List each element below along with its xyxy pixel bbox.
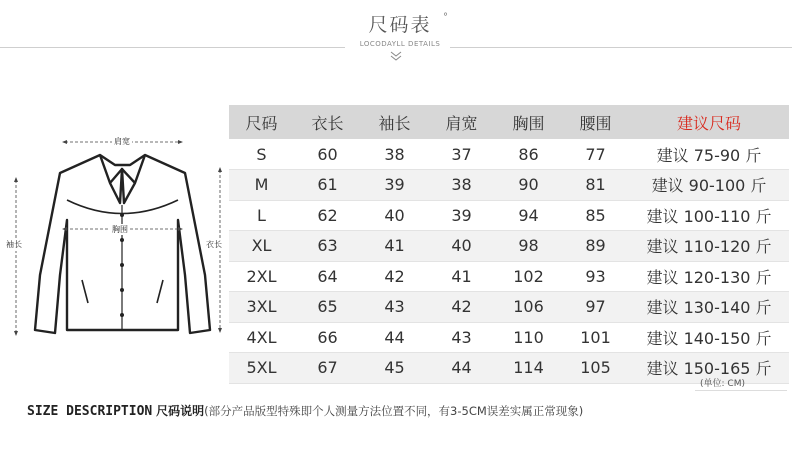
col-header-sleeve: 袖长 — [378, 113, 411, 133]
cell-recommend: 建议 140-150 斤 — [629, 322, 789, 353]
cell-size: S — [229, 139, 294, 170]
table-row — [229, 170, 789, 201]
page-title — [350, 10, 450, 37]
cell-chest: 102 — [495, 261, 562, 292]
cell-waist: 77 — [562, 139, 629, 170]
label-sleeve: 袖长 — [6, 240, 22, 249]
col-header-size: 尺码 — [245, 113, 278, 133]
cell-waist: 93 — [562, 261, 629, 292]
description-title-en: SIZE DESCRIPTION — [27, 404, 153, 419]
label-chest: 胸围 — [112, 225, 128, 234]
cell-shoulder: 38 — [428, 170, 495, 201]
cell-chest: 90 — [495, 170, 562, 201]
cell-waist: 89 — [562, 231, 629, 262]
cell-size: 2XL — [229, 261, 294, 292]
cell-length: 60 — [294, 139, 361, 170]
cell-waist: 105 — [562, 353, 629, 384]
cell-size: 3XL — [229, 292, 294, 323]
cell-shoulder: 37 — [428, 139, 495, 170]
table-row — [229, 200, 789, 231]
cell-sleeve: 41 — [361, 231, 428, 262]
col-header-waist: 腰围 — [579, 113, 612, 133]
cell-size: 4XL — [229, 322, 294, 353]
cell-size: L — [229, 200, 294, 231]
cell-shoulder: 40 — [428, 231, 495, 262]
col-header-recommend: 建议尺码 — [676, 113, 741, 133]
cell-chest: 106 — [495, 292, 562, 323]
table-row — [229, 139, 789, 170]
cell-recommend: 建议 130-140 斤 — [629, 292, 789, 323]
cell-shoulder: 44 — [428, 353, 495, 384]
table-header-row — [229, 105, 789, 139]
size-description — [27, 402, 583, 419]
cell-chest: 86 — [495, 139, 562, 170]
jacket-outline-icon — [0, 125, 240, 355]
cell-sleeve: 39 — [361, 170, 428, 201]
cell-length: 62 — [294, 200, 361, 231]
cell-size: M — [229, 170, 294, 201]
cell-chest: 94 — [495, 200, 562, 231]
cell-length: 63 — [294, 231, 361, 262]
cell-sleeve: 38 — [361, 139, 428, 170]
cell-sleeve: 42 — [361, 261, 428, 292]
cell-waist: 85 — [562, 200, 629, 231]
cell-recommend: 建议 110-120 斤 — [629, 231, 789, 262]
cell-size: XL — [229, 231, 294, 262]
cell-chest: 110 — [495, 322, 562, 353]
header-line-right — [450, 47, 792, 48]
cell-shoulder: 39 — [428, 200, 495, 231]
chevron-down-icon — [389, 49, 403, 63]
cell-sleeve: 43 — [361, 292, 428, 323]
unit-note: (单位: CM) — [700, 379, 745, 389]
unit-divider — [695, 390, 787, 391]
page-title-text: 尺码表 — [368, 14, 432, 36]
cell-shoulder: 43 — [428, 322, 495, 353]
size-table — [229, 105, 789, 384]
cell-waist: 97 — [562, 292, 629, 323]
cell-chest: 114 — [495, 353, 562, 384]
cell-chest: 98 — [495, 231, 562, 262]
cell-waist: 101 — [562, 322, 629, 353]
label-length: 衣长 — [206, 240, 222, 249]
cell-recommend: 建议 75-90 斤 — [629, 139, 789, 170]
table-row — [229, 292, 789, 323]
jacket-diagram — [0, 125, 240, 355]
cell-length: 66 — [294, 322, 361, 353]
cell-recommend: 建议 100-110 斤 — [629, 200, 789, 231]
cell-shoulder: 41 — [428, 261, 495, 292]
cell-recommend: 建议 120-130 斤 — [629, 261, 789, 292]
cell-length: 65 — [294, 292, 361, 323]
cell-length: 67 — [294, 353, 361, 384]
cell-length: 61 — [294, 170, 361, 201]
table-row — [229, 322, 789, 353]
cell-waist: 81 — [562, 170, 629, 201]
label-shoulder: 肩宽 — [114, 137, 130, 146]
cell-sleeve: 44 — [361, 322, 428, 353]
cell-size: 5XL — [229, 353, 294, 384]
description-note: (部分产品版型特殊即个人测量方法位置不同，有3-5CM误差实属正常现象) — [204, 404, 584, 418]
cell-sleeve: 40 — [361, 200, 428, 231]
description-title-cn: 尺码说明 — [156, 404, 205, 418]
cell-sleeve: 45 — [361, 353, 428, 384]
table-row — [229, 261, 789, 292]
title-mark: ° — [443, 12, 450, 23]
cell-length: 64 — [294, 261, 361, 292]
cell-shoulder: 42 — [428, 292, 495, 323]
cell-recommend: 建议 150-165 斤 — [629, 353, 789, 384]
page-subtitle: LOCODAYLL DETAILS — [359, 40, 441, 48]
col-header-shoulder: 肩宽 — [445, 113, 478, 133]
cell-recommend: 建议 90-100 斤 — [629, 170, 789, 201]
col-header-chest: 胸围 — [512, 113, 545, 133]
table-row — [229, 231, 789, 262]
col-header-length: 衣长 — [311, 113, 344, 133]
header-line-left — [0, 47, 345, 48]
